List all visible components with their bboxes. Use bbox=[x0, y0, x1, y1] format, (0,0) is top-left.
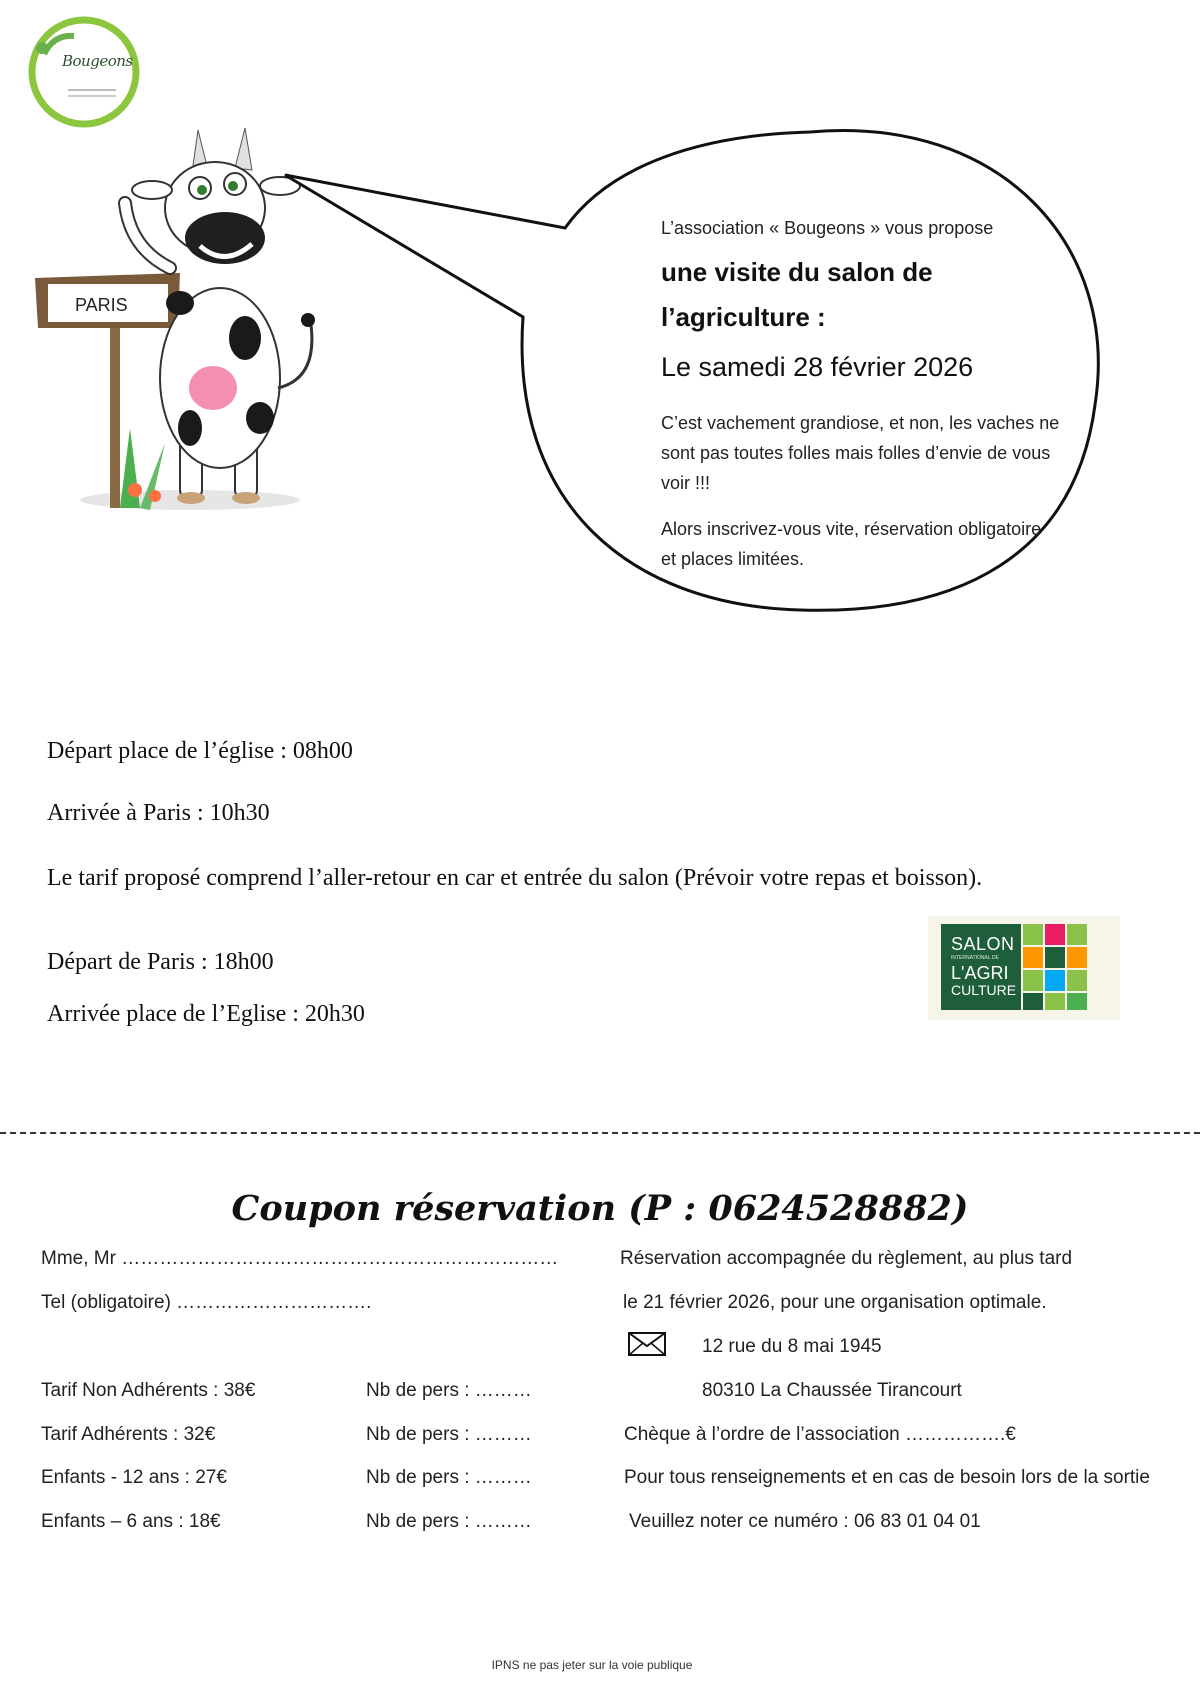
phone-field[interactable]: Tel (obligatoire) …………………………. bbox=[41, 1292, 372, 1313]
tariff-non-members-label: Tarif Non Adhérents : 38€ bbox=[41, 1380, 256, 1401]
salon-logo-line3: L'AGRI bbox=[951, 963, 1009, 983]
contact-number: Veuillez noter ce numéro : 06 83 01 04 01 bbox=[629, 1511, 981, 1532]
bubble-paragraph-1: C’est vachement grandiose, et non, les vaches ne sont pas toutes folles mais folles d’envie de vous voir !!! bbox=[661, 413, 1060, 493]
bougeons-logo bbox=[24, 14, 144, 132]
departure-time: Départ place de l’église : 08h00 bbox=[47, 738, 353, 764]
tariff-children-6-label: Enfants – 6 ans : 18€ bbox=[41, 1511, 221, 1532]
salon-logo-line2: INTERNATIONAL DE bbox=[951, 955, 999, 961]
tariff-non-members-count[interactable]: Nb de pers : ……… bbox=[366, 1380, 532, 1401]
tariff-members-label: Tarif Adhérents : 32€ bbox=[41, 1424, 216, 1445]
coupon-title: Coupon réservation (P : 0624528882) bbox=[231, 1188, 969, 1229]
bubble-paragraph-2: Alors inscrivez-vous vite, réservation obligatoire et places limitées. bbox=[661, 519, 1042, 569]
tariff-children-6-count[interactable]: Nb de pers : ……… bbox=[366, 1511, 532, 1532]
event-date: Le samedi 28 février 2026 bbox=[661, 352, 974, 382]
address-line1: 12 rue du 8 mai 1945 bbox=[702, 1336, 882, 1357]
name-field[interactable]: Mme, Mr …………………………………………………………… bbox=[41, 1248, 559, 1269]
tariff-children-12-count[interactable]: Nb de pers : ……… bbox=[366, 1467, 532, 1488]
arrival-time: Arrivée à Paris : 10h30 bbox=[47, 800, 270, 826]
tariff-children-12-label: Enfants - 12 ans : 27€ bbox=[41, 1467, 227, 1488]
salon-logo-line4: CULTURE bbox=[951, 982, 1017, 998]
envelope-icon bbox=[628, 1332, 666, 1356]
cut-line bbox=[0, 1132, 1200, 1134]
bubble-intro: L’association « Bougeons » vous propose bbox=[661, 218, 994, 238]
return-arrival-time: Arrivée place de l’Eglise : 20h30 bbox=[47, 1001, 365, 1027]
reservation-note-line1: Réservation accompagnée du règlement, au plus tard bbox=[620, 1248, 1073, 1269]
address-line2: 80310 La Chaussée Tirancourt bbox=[702, 1380, 962, 1401]
sign-text: PARIS bbox=[75, 295, 128, 315]
speech-bubble bbox=[280, 125, 1200, 670]
logo-text: Bougeons bbox=[62, 52, 133, 70]
cheque-field[interactable]: Chèque à l’ordre de l’association …………….€ bbox=[624, 1424, 1016, 1445]
return-departure-time: Départ de Paris : 18h00 bbox=[47, 949, 274, 975]
salon-logo-line1: SALON bbox=[951, 934, 1015, 954]
price-info: Le tarif proposé comprend l’aller-retour en car et entrée du salon (Prévoir votre repas et boisson). bbox=[47, 865, 983, 891]
reservation-note-line2: le 21 février 2026, pour une organisation optimale. bbox=[623, 1292, 1047, 1313]
bubble-title: une visite du salon de l’agriculture : bbox=[661, 257, 933, 332]
info-line1: Pour tous renseignements et en cas de besoin lors de la sortie bbox=[624, 1467, 1150, 1488]
footer-note: IPNS ne pas jeter sur la voie publique bbox=[491, 1658, 693, 1672]
tariff-members-count[interactable]: Nb de pers : ……… bbox=[366, 1424, 532, 1445]
